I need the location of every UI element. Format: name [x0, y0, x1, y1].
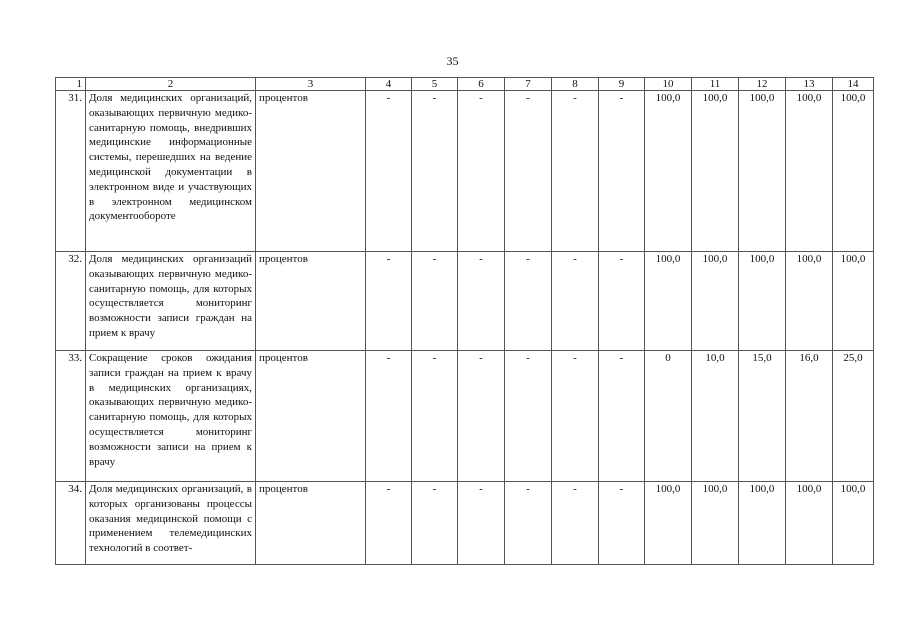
value-cell: 15,0: [739, 351, 786, 482]
page-number: 35: [446, 54, 459, 68]
column-header: 2: [86, 78, 256, 91]
value-cell: -: [552, 482, 599, 565]
column-header: 12: [739, 78, 786, 91]
column-header: 3: [256, 78, 366, 91]
column-header: 13: [786, 78, 833, 91]
value-cell: 100,0: [692, 252, 739, 351]
value-cell: 100,0: [833, 482, 874, 565]
value-cell: -: [412, 482, 458, 565]
table-row: [56, 351, 874, 482]
column-header: 5: [412, 78, 458, 91]
row-number: 33.: [56, 351, 86, 482]
indicator-name: Доля медицинских организаций оказывающих первичную медико-санитарную помощь, для которых осуществляется мониторинг возможности записи граждан на прием к врачу: [86, 252, 256, 351]
column-header: 1: [56, 78, 86, 91]
unit-cell: процентов: [256, 91, 366, 252]
value-cell: 100,0: [786, 482, 833, 565]
value-cell: -: [505, 351, 552, 482]
value-cell: -: [505, 252, 552, 351]
value-cell: -: [366, 91, 412, 252]
column-header: 7: [505, 78, 552, 91]
column-header: 6: [458, 78, 505, 91]
header-row: [56, 78, 874, 91]
table-row: [56, 482, 874, 565]
value-cell: 100,0: [645, 252, 692, 351]
unit-cell: процентов: [256, 252, 366, 351]
value-cell: -: [599, 351, 645, 482]
value-cell: 10,0: [692, 351, 739, 482]
value-cell: -: [412, 252, 458, 351]
value-cell: -: [505, 482, 552, 565]
value-cell: -: [366, 482, 412, 565]
value-cell: 25,0: [833, 351, 874, 482]
value-cell: -: [599, 91, 645, 252]
value-cell: -: [552, 252, 599, 351]
value-cell: -: [599, 482, 645, 565]
value-cell: 0: [645, 351, 692, 482]
value-cell: 100,0: [786, 91, 833, 252]
column-header: 14: [833, 78, 874, 91]
value-cell: 100,0: [645, 482, 692, 565]
value-cell: 100,0: [739, 252, 786, 351]
row-number: 32.: [56, 252, 86, 351]
indicators-table: [55, 77, 874, 565]
value-cell: 100,0: [833, 91, 874, 252]
value-cell: 100,0: [692, 91, 739, 252]
value-cell: 100,0: [739, 482, 786, 565]
indicator-name: Доля медицинских организаций, оказывающих первичную медико-санитарную помощь, внедривших медицинские информационные системы, перешедших на ведение медицинской документации в электронном виде и участвующих в электронном медицинском документообороте: [86, 91, 256, 252]
indicator-name: Доля медицинских организаций, в которых организованы процессы оказания медицинской помощи с применением телемедицинских технологий в соответ-: [86, 482, 256, 565]
column-header: 4: [366, 78, 412, 91]
value-cell: 16,0: [786, 351, 833, 482]
value-cell: -: [458, 91, 505, 252]
value-cell: -: [412, 351, 458, 482]
value-cell: -: [458, 252, 505, 351]
value-cell: 100,0: [833, 252, 874, 351]
row-number: 31.: [56, 91, 86, 252]
unit-cell: процентов: [256, 351, 366, 482]
unit-cell: процентов: [256, 482, 366, 565]
indicator-name: Сокращение сроков ожидания записи граждан на прием к врачу в медицинских организациях, оказывающих первичную медико-санитарную помощь, для которых осуществляется мониторинг возможности записи на прием к врачу: [86, 351, 256, 482]
table-row: [56, 252, 874, 351]
value-cell: -: [458, 351, 505, 482]
value-cell: 100,0: [645, 91, 692, 252]
value-cell: -: [552, 91, 599, 252]
value-cell: -: [599, 252, 645, 351]
value-cell: 100,0: [739, 91, 786, 252]
column-header: 8: [552, 78, 599, 91]
table-row: [56, 91, 874, 252]
value-cell: 100,0: [786, 252, 833, 351]
value-cell: -: [366, 252, 412, 351]
column-header: 10: [645, 78, 692, 91]
column-header: 9: [599, 78, 645, 91]
column-header: 11: [692, 78, 739, 91]
value-cell: -: [458, 482, 505, 565]
value-cell: 100,0: [692, 482, 739, 565]
value-cell: -: [412, 91, 458, 252]
value-cell: -: [505, 91, 552, 252]
value-cell: -: [552, 351, 599, 482]
value-cell: -: [366, 351, 412, 482]
row-number: 34.: [56, 482, 86, 565]
